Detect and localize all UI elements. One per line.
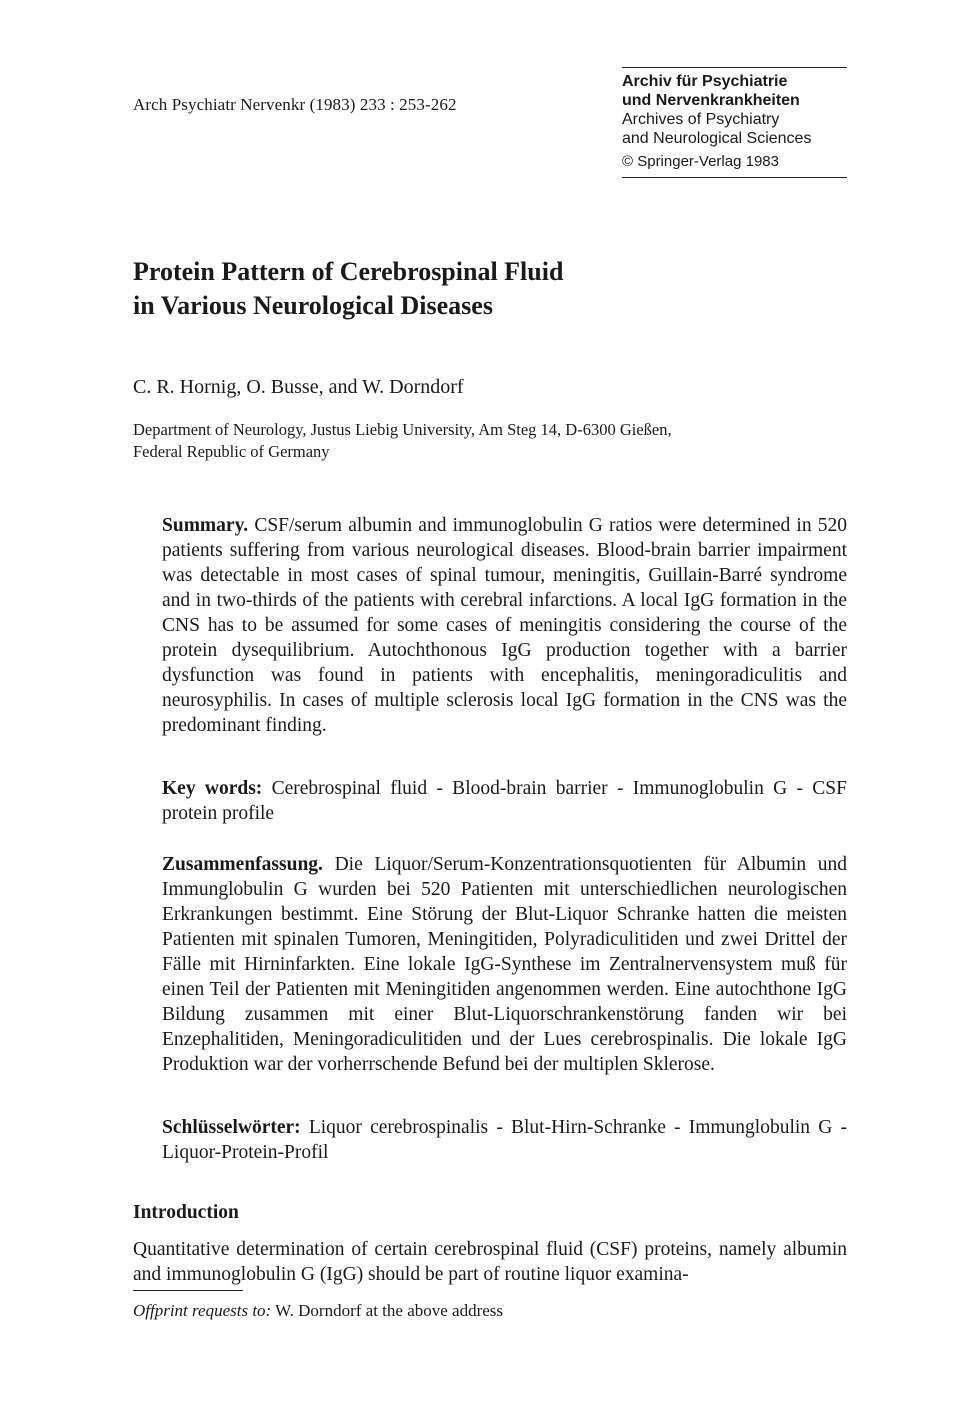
schluesselwoerter-text: Liquor cerebrospinalis - Blut-Hirn-Schranke - Immunglobulin G - Liquor-Protein-Profil <box>162 1117 847 1163</box>
journal-title-english-line2: and Neurological Sciences <box>622 130 812 147</box>
article-title-line2: in Various Neurological Diseases <box>133 291 493 320</box>
journal-citation: Arch Psychiatr Nervenkr (1983) 233 : 253-262 <box>133 95 457 114</box>
introduction-heading: Introduction <box>133 1202 239 1223</box>
footnote-label: Offprint requests to: <box>133 1301 272 1320</box>
journal-title-english-line1: Archives of Psychiatry <box>622 111 780 128</box>
summary-text: CSF/serum albumin and immunoglobulin G ratios were determined in 520 patients suffering from various neurological diseases. Blood-brain barrier impairment was detectable in most cases of spinal tumour, meningitis, Guillain-Barré syndrome and in two-thirds of the patients with cerebral infarctions. A local IgG formation in the CNS has to be assumed for some cases of meningitis considering the course of the protein dysequilibrium. Autochthonous IgG production together with a barrier dysfunction was found in patients with encephalitis, meningoradiculitis and neurosyphilis. In cases of multiple sclerosis local IgG formation in the CNS was the predominant finding. <box>162 515 848 736</box>
affiliation <box>133 419 672 463</box>
journal-title-german-line2: und Nervenkrankheiten <box>622 92 800 109</box>
summary-paragraph <box>162 513 847 738</box>
footnote <box>133 1301 503 1321</box>
keywords-paragraph <box>162 776 847 826</box>
affiliation-line1: Department of Neurology, Justus Liebig University, Am Steg 14, D-6300 Gießen, <box>133 420 672 439</box>
masthead-bottom-rule <box>622 177 847 178</box>
copyright-notice: © Springer-Verlag 1983 <box>622 153 779 170</box>
zusammenfassung-paragraph <box>162 852 847 1077</box>
masthead-top-rule <box>622 67 847 68</box>
schluesselwoerter-paragraph <box>162 1115 847 1165</box>
author-list: C. R. Hornig, O. Busse, and W. Dorndorf <box>133 376 464 398</box>
affiliation-line2: Federal Republic of Germany <box>133 442 330 461</box>
keywords-text: Cerebrospinal fluid - Blood-brain barrier - Immunoglobulin G - CSF protein profile <box>162 778 847 824</box>
zusammenfassung-label: Zusammenfassung. <box>162 854 323 875</box>
footnote-rule <box>133 1290 243 1291</box>
keywords-label: Key words: <box>162 778 263 799</box>
journal-masthead <box>622 67 847 178</box>
footnote-text: W. Dorndorf at the above address <box>275 1301 504 1320</box>
zusammenfassung-text: Die Liquor/Serum-Konzentrationsquotienten für Albumin und Immunglobulin G wurden bei 520 Patienten mit unterschiedlichen neurologischen Erkrankungen bestimmt. Eine Störung der Blut-Liquor Schranke hatten die meisten Patienten mit spinalen Tumoren, Meningitiden, Polyradiculitiden und zwei Drittel der Fälle mit Hirninfarkten. Eine lokale IgG-Synthese im Zentralnervensystem muß für einen Teil der Patienten mit Meningitiden angenommen werden. Eine autochthone IgG Bildung zusammen mit einer Blut-Liquorschrankenstörung fanden wir bei Enzephalitiden, Meningoradiculitiden und der Lues cerebrospinalis. Die lokale IgG Produktion war der vorherrschende Befund bei der multiplen Sklerose. <box>162 854 847 1075</box>
introduction-text: Quantitative determination of certain cerebrospinal fluid (CSF) proteins, namely albumin and immunoglobulin G (IgG) should be part of routine liquor examina- <box>133 1239 847 1285</box>
article-title-line1: Protein Pattern of Cerebrospinal Fluid <box>133 257 564 286</box>
journal-title-german-line1: Archiv für Psychiatrie <box>622 73 788 90</box>
schluesselwoerter-label: Schlüsselwörter: <box>162 1117 301 1138</box>
summary-label: Summary. <box>162 515 249 536</box>
article-title <box>133 255 563 323</box>
